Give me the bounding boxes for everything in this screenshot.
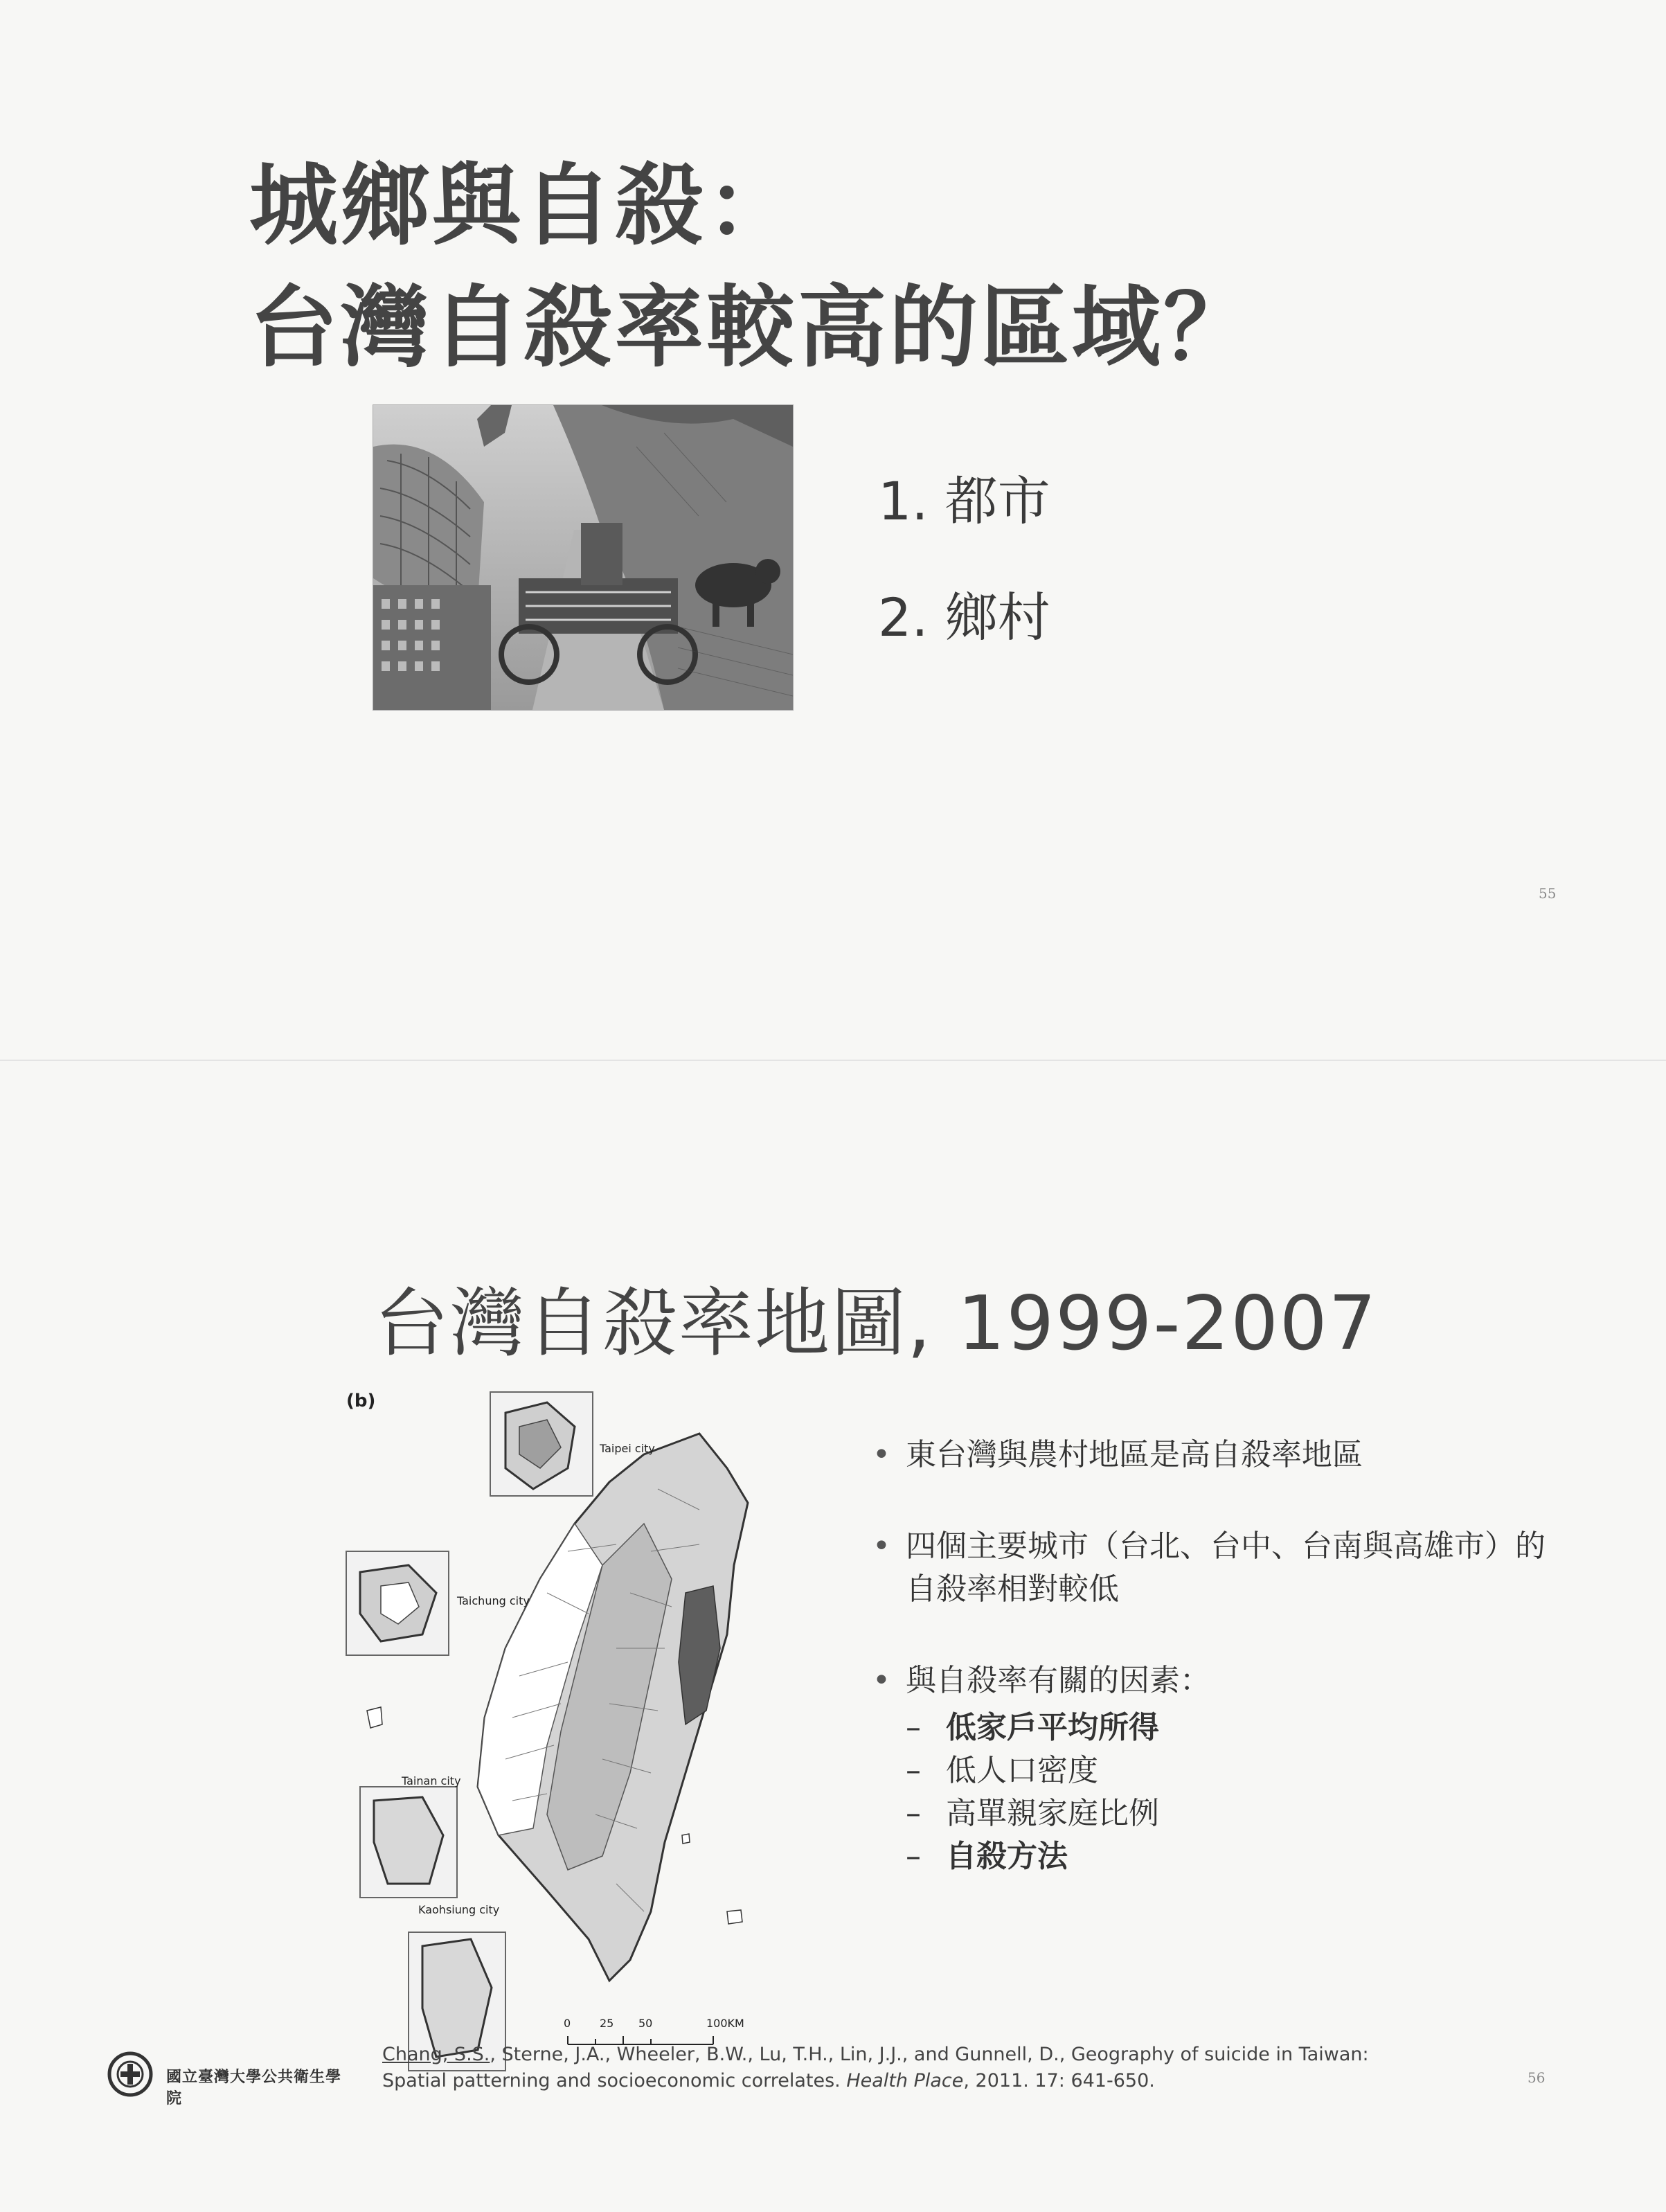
- dash-icon: –: [906, 1796, 921, 1831]
- scale-tick-25: 25: [600, 2017, 614, 2030]
- factor-item: [906, 1835, 1558, 1878]
- page-number: 55: [1539, 885, 1557, 902]
- factor-text: 自殺方法: [946, 1839, 1068, 1874]
- dash-icon: –: [906, 1710, 921, 1745]
- bullet-text: 東台灣與農村地區是高自殺率地區: [906, 1437, 1363, 1472]
- factor-text: 高單親家庭比例: [946, 1796, 1159, 1831]
- slide-divider: [0, 1060, 1666, 1061]
- citation-body: , Sterne, J.A., Wheeler, B.W., Lu, T.H., Lin, J.J., and Gunnell, D., Geography of suicide in Taiwan: Spatial patterning and socioeconomic correlates.: [382, 2044, 1369, 2091]
- option-rural: 2. 鄉村: [878, 587, 1050, 648]
- factor-item: [906, 1749, 1558, 1792]
- bullet-dot-icon: •: [872, 1437, 890, 1472]
- bullet-text: 四個主要城市（台北、台中、台南與高雄市）的自殺率相對較低: [906, 1528, 1546, 1607]
- findings-list: [866, 1434, 1558, 1878]
- map-label-taipei: Taipei city: [600, 1442, 655, 1455]
- slide-56: [0, 1080, 1666, 2212]
- scale-tick-100km: 100KM: [706, 2017, 744, 2030]
- taiwan-suicide-rate-map: [339, 1385, 866, 2078]
- title-line-2: 台灣自殺率較高的區域？: [249, 276, 1255, 380]
- urban-rural-sketch-image: [373, 404, 794, 711]
- scale-tick-50: 50: [638, 2017, 653, 2030]
- university-seal-icon: [102, 2050, 158, 2098]
- title-line-1: 城鄉與自殺：: [249, 154, 798, 258]
- bullet-dot-icon: •: [872, 1528, 890, 1564]
- dash-icon: –: [906, 1753, 921, 1788]
- slide-title: [249, 145, 1255, 389]
- citation-author: Chang, S.S.: [382, 2044, 490, 2065]
- slide-title: 台灣自殺率地圖, 1999-2007: [374, 1281, 1378, 1367]
- factor-text: 低人口密度: [946, 1753, 1098, 1788]
- bullet-item: [866, 1659, 1558, 1878]
- bullet-dot-icon: •: [872, 1663, 890, 1698]
- map-label-taichung: Taichung city: [457, 1594, 530, 1607]
- map-label-kaohsiung: Kaohsiung city: [418, 1903, 500, 1916]
- bullet-item: [866, 1525, 1558, 1611]
- institution-logo: [102, 2050, 352, 2107]
- institution-name: 國立臺灣大學公共衛生學院: [166, 2068, 342, 2107]
- factor-item: [906, 1706, 1558, 1749]
- slide-55: [0, 0, 1666, 1080]
- page-number: 56: [1528, 2069, 1546, 2086]
- scale-tick-0: 0: [564, 2017, 571, 2030]
- citation-tail: , 2011. 17: 641-650.: [963, 2070, 1155, 2091]
- factor-text: 低家戶平均所得: [946, 1710, 1159, 1745]
- bullet-item: [866, 1434, 1558, 1477]
- answer-options: [878, 443, 1050, 676]
- citation-journal: Health Place: [846, 2070, 964, 2091]
- bullet-text: 與自殺率有關的因素：: [906, 1663, 1210, 1698]
- citation: [382, 2042, 1421, 2094]
- map-panel-label: (b): [346, 1391, 376, 1411]
- factor-list: [906, 1706, 1558, 1878]
- map-label-tainan: Tainan city: [402, 1774, 461, 1787]
- dash-icon: –: [906, 1839, 921, 1874]
- option-urban: 1. 都市: [878, 470, 1050, 532]
- factor-item: [906, 1792, 1558, 1835]
